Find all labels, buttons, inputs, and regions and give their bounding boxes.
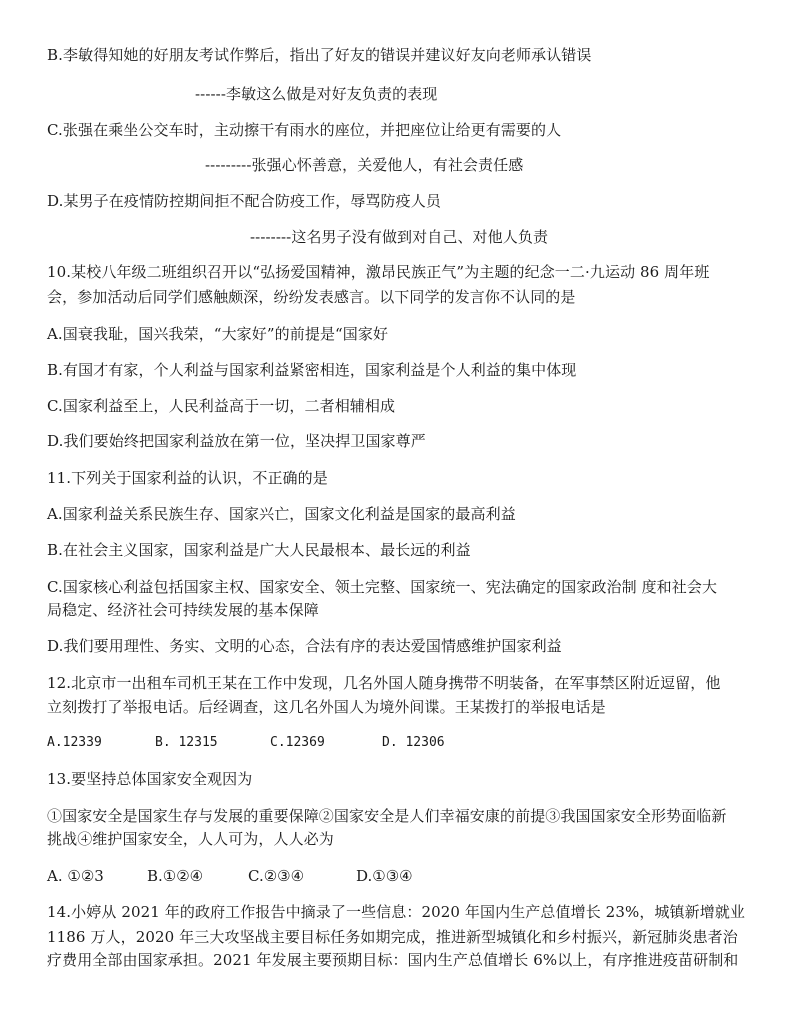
q14-stem-line-1: 14.小婷从 2021 年的政府工作报告中摘录了一些信息：2020 年国内生产总值增长 23%，城镇新增就业: [47, 903, 746, 921]
q12-option-d: D. 12306: [382, 735, 445, 750]
q11-option-c-line-1: C.国家核心利益包括国家主权、国家安全、领土完整、国家统一、宪法确定的国家政治制 度和社会大: [47, 578, 718, 596]
q11-option-d: D.我们要用理性、务实、文明的心态，合法有序的表达爱国情感维护国家利益: [47, 637, 562, 655]
q12-option-c: C.12369: [270, 735, 325, 750]
q9-option-b-comment: ------李敏这么做是对好友负责的表现: [195, 85, 438, 103]
q9-option-b: B.李敏得知她的好朋友考试作弊后，指出了好友的错误并建议好友向老师承认错误: [47, 46, 592, 64]
q12-stem-line-1: 12.北京市一出租车司机王某在工作中发现，几名外国人随身携带不明装备，在军事禁区附近逗留，他: [47, 674, 721, 692]
q10-option-d: D.我们要始终把国家利益放在第一位，坚决捍卫国家尊严: [47, 432, 426, 450]
q10-stem-line-1: 10.某校八年级二班组织召开以“弘扬爱国精神，激昂民族正气”为主题的纪念一二·九运动 86 周年班: [47, 263, 710, 281]
q10-option-c: C.国家利益至上，人民利益高于一切，二者相辅相成: [47, 397, 396, 415]
q13-stem: 13.要坚持总体国家安全观因为: [47, 770, 253, 788]
q12-option-b: B. 12315: [155, 735, 218, 750]
q9-option-c: C.张强在乘坐公交车时，主动擦干有雨水的座位，并把座位让给更有需要的人: [47, 121, 562, 139]
q11-option-c-line-2: 局稳定、经济社会可持续发展的基本保障: [47, 601, 319, 619]
q13-statements-line-2: 挑战④维护国家安全，人人可为，人人必为: [47, 830, 334, 848]
q10-option-b: B.有国才有家，个人利益与国家利益紧密相连，国家利益是个人利益的集中体现: [47, 361, 577, 379]
q13-option-a: A. ①②3: [47, 867, 104, 885]
q9-option-c-comment: ---------张强心怀善意，关爱他人，有社会责任感: [205, 156, 524, 174]
q10-stem-line-2: 会，参加活动后同学们感触颇深，纷纷发表感言。以下同学的发言你不认同的是: [47, 288, 576, 306]
q14-stem-line-3: 疗费用全部由国家承担。2021 年发展主要预期目标：国内生产总值增长 6%以上，有序推进疫苗研制和: [47, 951, 739, 969]
q11-option-a: A.国家利益关系民族生存、国家兴亡，国家文化利益是国家的最高利益: [47, 505, 516, 523]
q13-option-b: B.①②④: [147, 867, 204, 885]
q9-option-d-comment: --------这名男子没有做到对自己、对他人负责: [250, 228, 549, 246]
q13-option-c: C.②③④: [248, 867, 305, 885]
q13-option-d: D.①③④: [356, 867, 413, 885]
q11-option-b: B.在社会主义国家，国家利益是广大人民最根本、最长远的利益: [47, 541, 471, 559]
q12-stem-line-2: 立刻拨打了举报电话。后经调查，这几名外国人为境外间谍。王某拨打的举报电话是: [47, 698, 606, 716]
q14-stem-line-2: 1186 万人，2020 年三大攻坚战主要目标任务如期完成，推进新型城镇化和乡村振兴，新冠肺炎患者治: [47, 928, 738, 946]
q12-option-a: A.12339: [47, 735, 102, 750]
q11-stem: 11.下列关于国家利益的认识，不正确的是: [47, 469, 328, 487]
q10-option-a: A.国衰我耻，国兴我荣，“大家好”的前提是“国家好: [47, 325, 389, 343]
q13-statements-line-1: ①国家安全是国家生存与发展的重要保障②国家安全是人们幸福安康的前提③我国国家安全形势面临新: [47, 807, 727, 825]
q9-option-d: D.某男子在疫情防控期间拒不配合防疫工作，辱骂防疫人员: [47, 192, 441, 210]
